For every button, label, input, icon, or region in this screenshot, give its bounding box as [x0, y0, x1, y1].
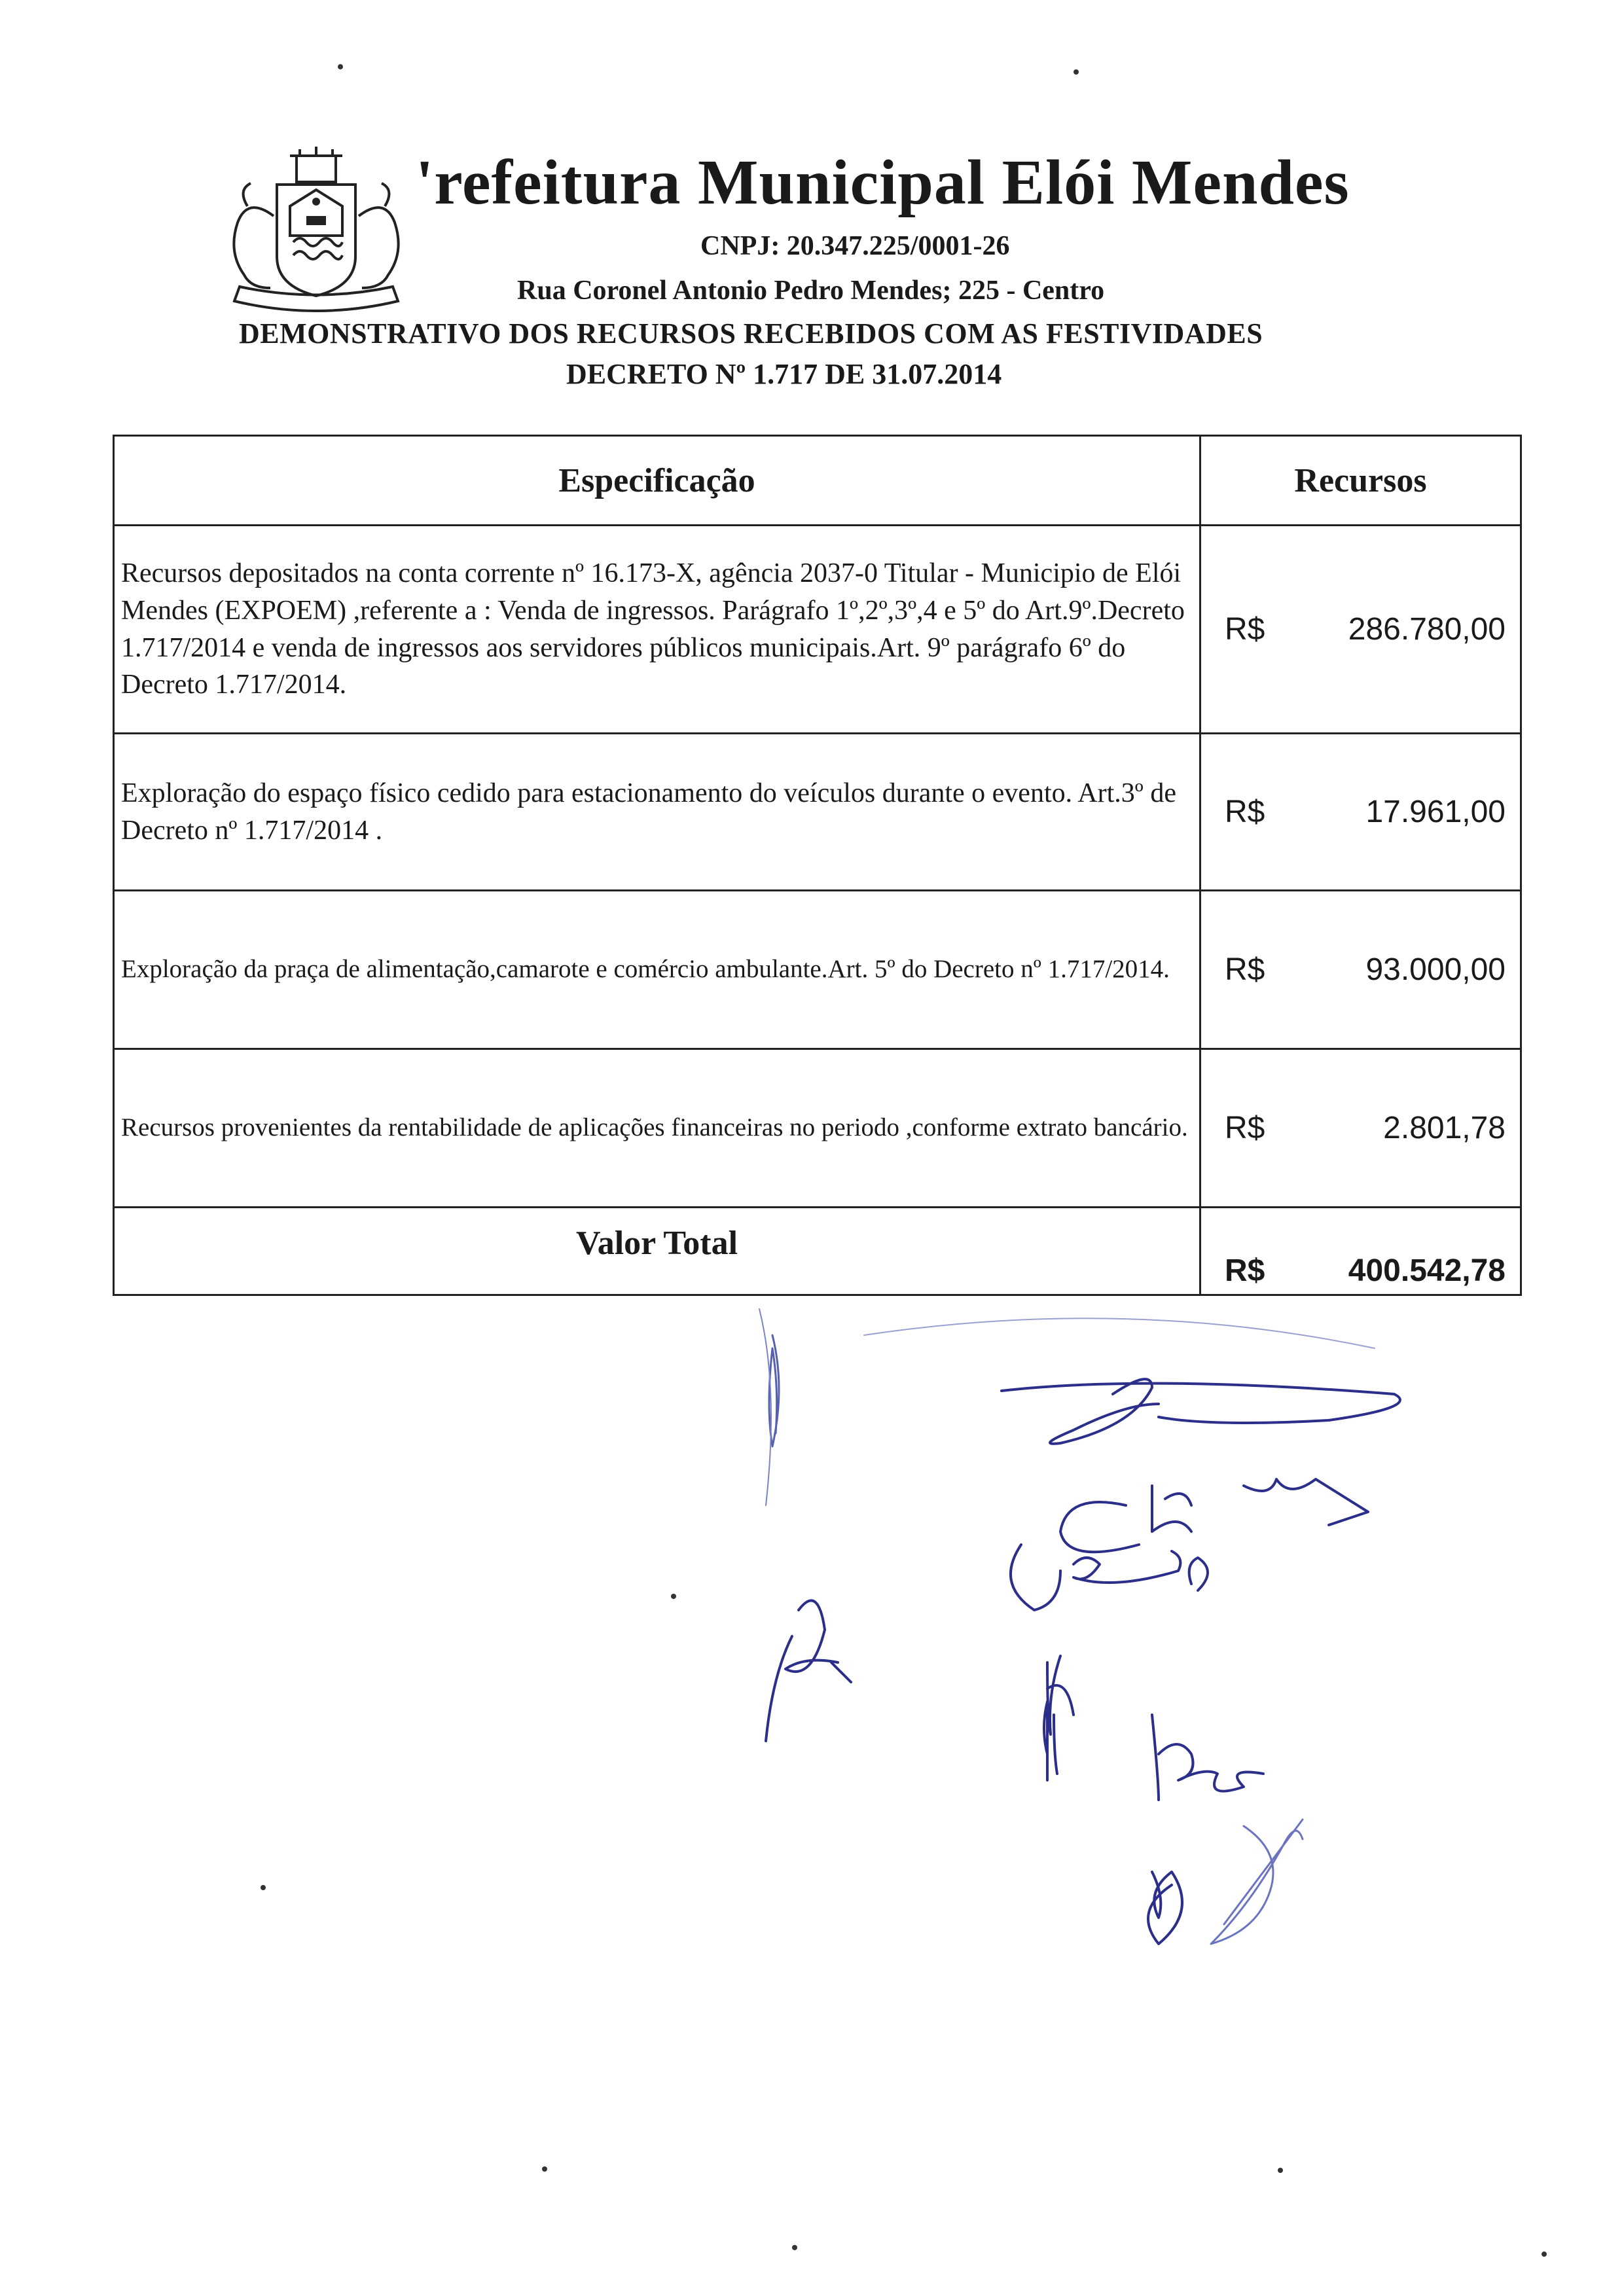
row-spec: Recursos depositados na conta corrente nº 16.173-X, agência 2037-0 Titular - Municipio de Elói Mendes (EXPOEM) ,referente a : Venda de ingressos. Parágrafo 1º,2º,3º,4 e 5º do Art.9º.Decreto 1.717/2014 e venda de ingressos aos servidores públicos municipais.Art. 9º parágrafo 6º do Decreto 1.717/2014. [114, 526, 1200, 734]
total-resource [1200, 1208, 1521, 1295]
total-row [114, 1208, 1521, 1295]
currency-label: R$ [1225, 952, 1265, 987]
handwritten-signatures [655, 1296, 1571, 2147]
currency-label: R$ [1225, 612, 1265, 647]
resources-table [113, 435, 1522, 1296]
scan-speck [1074, 69, 1079, 75]
header-resources: Recursos [1200, 436, 1521, 526]
document-header [0, 0, 1624, 419]
row-spec: Exploração do espaço físico cedido para estacionamento do veículos durante o evento. Art.3º de Decreto nº 1.717/2014 . [114, 734, 1200, 891]
table-row [114, 891, 1521, 1049]
amount-value: 93.000,00 [1365, 952, 1506, 987]
document-title: DEMONSTRATIVO DOS RECURSOS RECEBIDOS COM AS FESTIVIDADES [239, 317, 1263, 350]
table-row [114, 1049, 1521, 1208]
cnpj-line: CNPJ: 20.347.225/0001-26 [700, 231, 1010, 261]
scan-speck [1542, 2251, 1547, 2257]
scan-speck [1278, 2168, 1283, 2173]
scan-speck [671, 1594, 676, 1599]
decree-line: DECRETO Nº 1.717 DE 31.07.2014 [566, 358, 1002, 390]
table-header-row [114, 436, 1521, 526]
header-spec: Especificação [114, 436, 1200, 526]
address-line: Rua Coronel Antonio Pedro Mendes; 225 - Centro [517, 276, 1105, 306]
scan-speck [261, 1885, 266, 1890]
row-spec: Recursos provenientes da rentabilidade de aplicações financeiras no periodo ,conforme extrato bancário. [114, 1049, 1200, 1208]
row-resource [1200, 891, 1521, 1049]
total-value: 400.542,78 [1348, 1253, 1506, 1288]
amount-value: 286.780,00 [1348, 612, 1506, 647]
row-spec: Exploração da praça de alimentação,camarote e comércio ambulante.Art. 5º do Decreto nº 1.717/2014. [114, 891, 1200, 1049]
currency-label: R$ [1225, 795, 1265, 829]
currency-label: R$ [1225, 1111, 1265, 1145]
row-resource [1200, 734, 1521, 891]
table-row [114, 734, 1521, 891]
row-resource [1200, 526, 1521, 734]
scan-speck [338, 64, 343, 69]
table-row [114, 526, 1521, 734]
total-label: Valor Total [114, 1208, 1200, 1295]
currency-label: R$ [1225, 1253, 1265, 1288]
municipality-title: 'refeitura Municipal Elói Mendes [416, 147, 1350, 218]
scan-speck [542, 2166, 547, 2172]
amount-value: 17.961,00 [1365, 795, 1506, 829]
scan-speck [792, 2245, 797, 2250]
amount-value: 2.801,78 [1383, 1111, 1506, 1145]
coat-of-arms-icon [208, 144, 424, 324]
row-resource [1200, 1049, 1521, 1208]
